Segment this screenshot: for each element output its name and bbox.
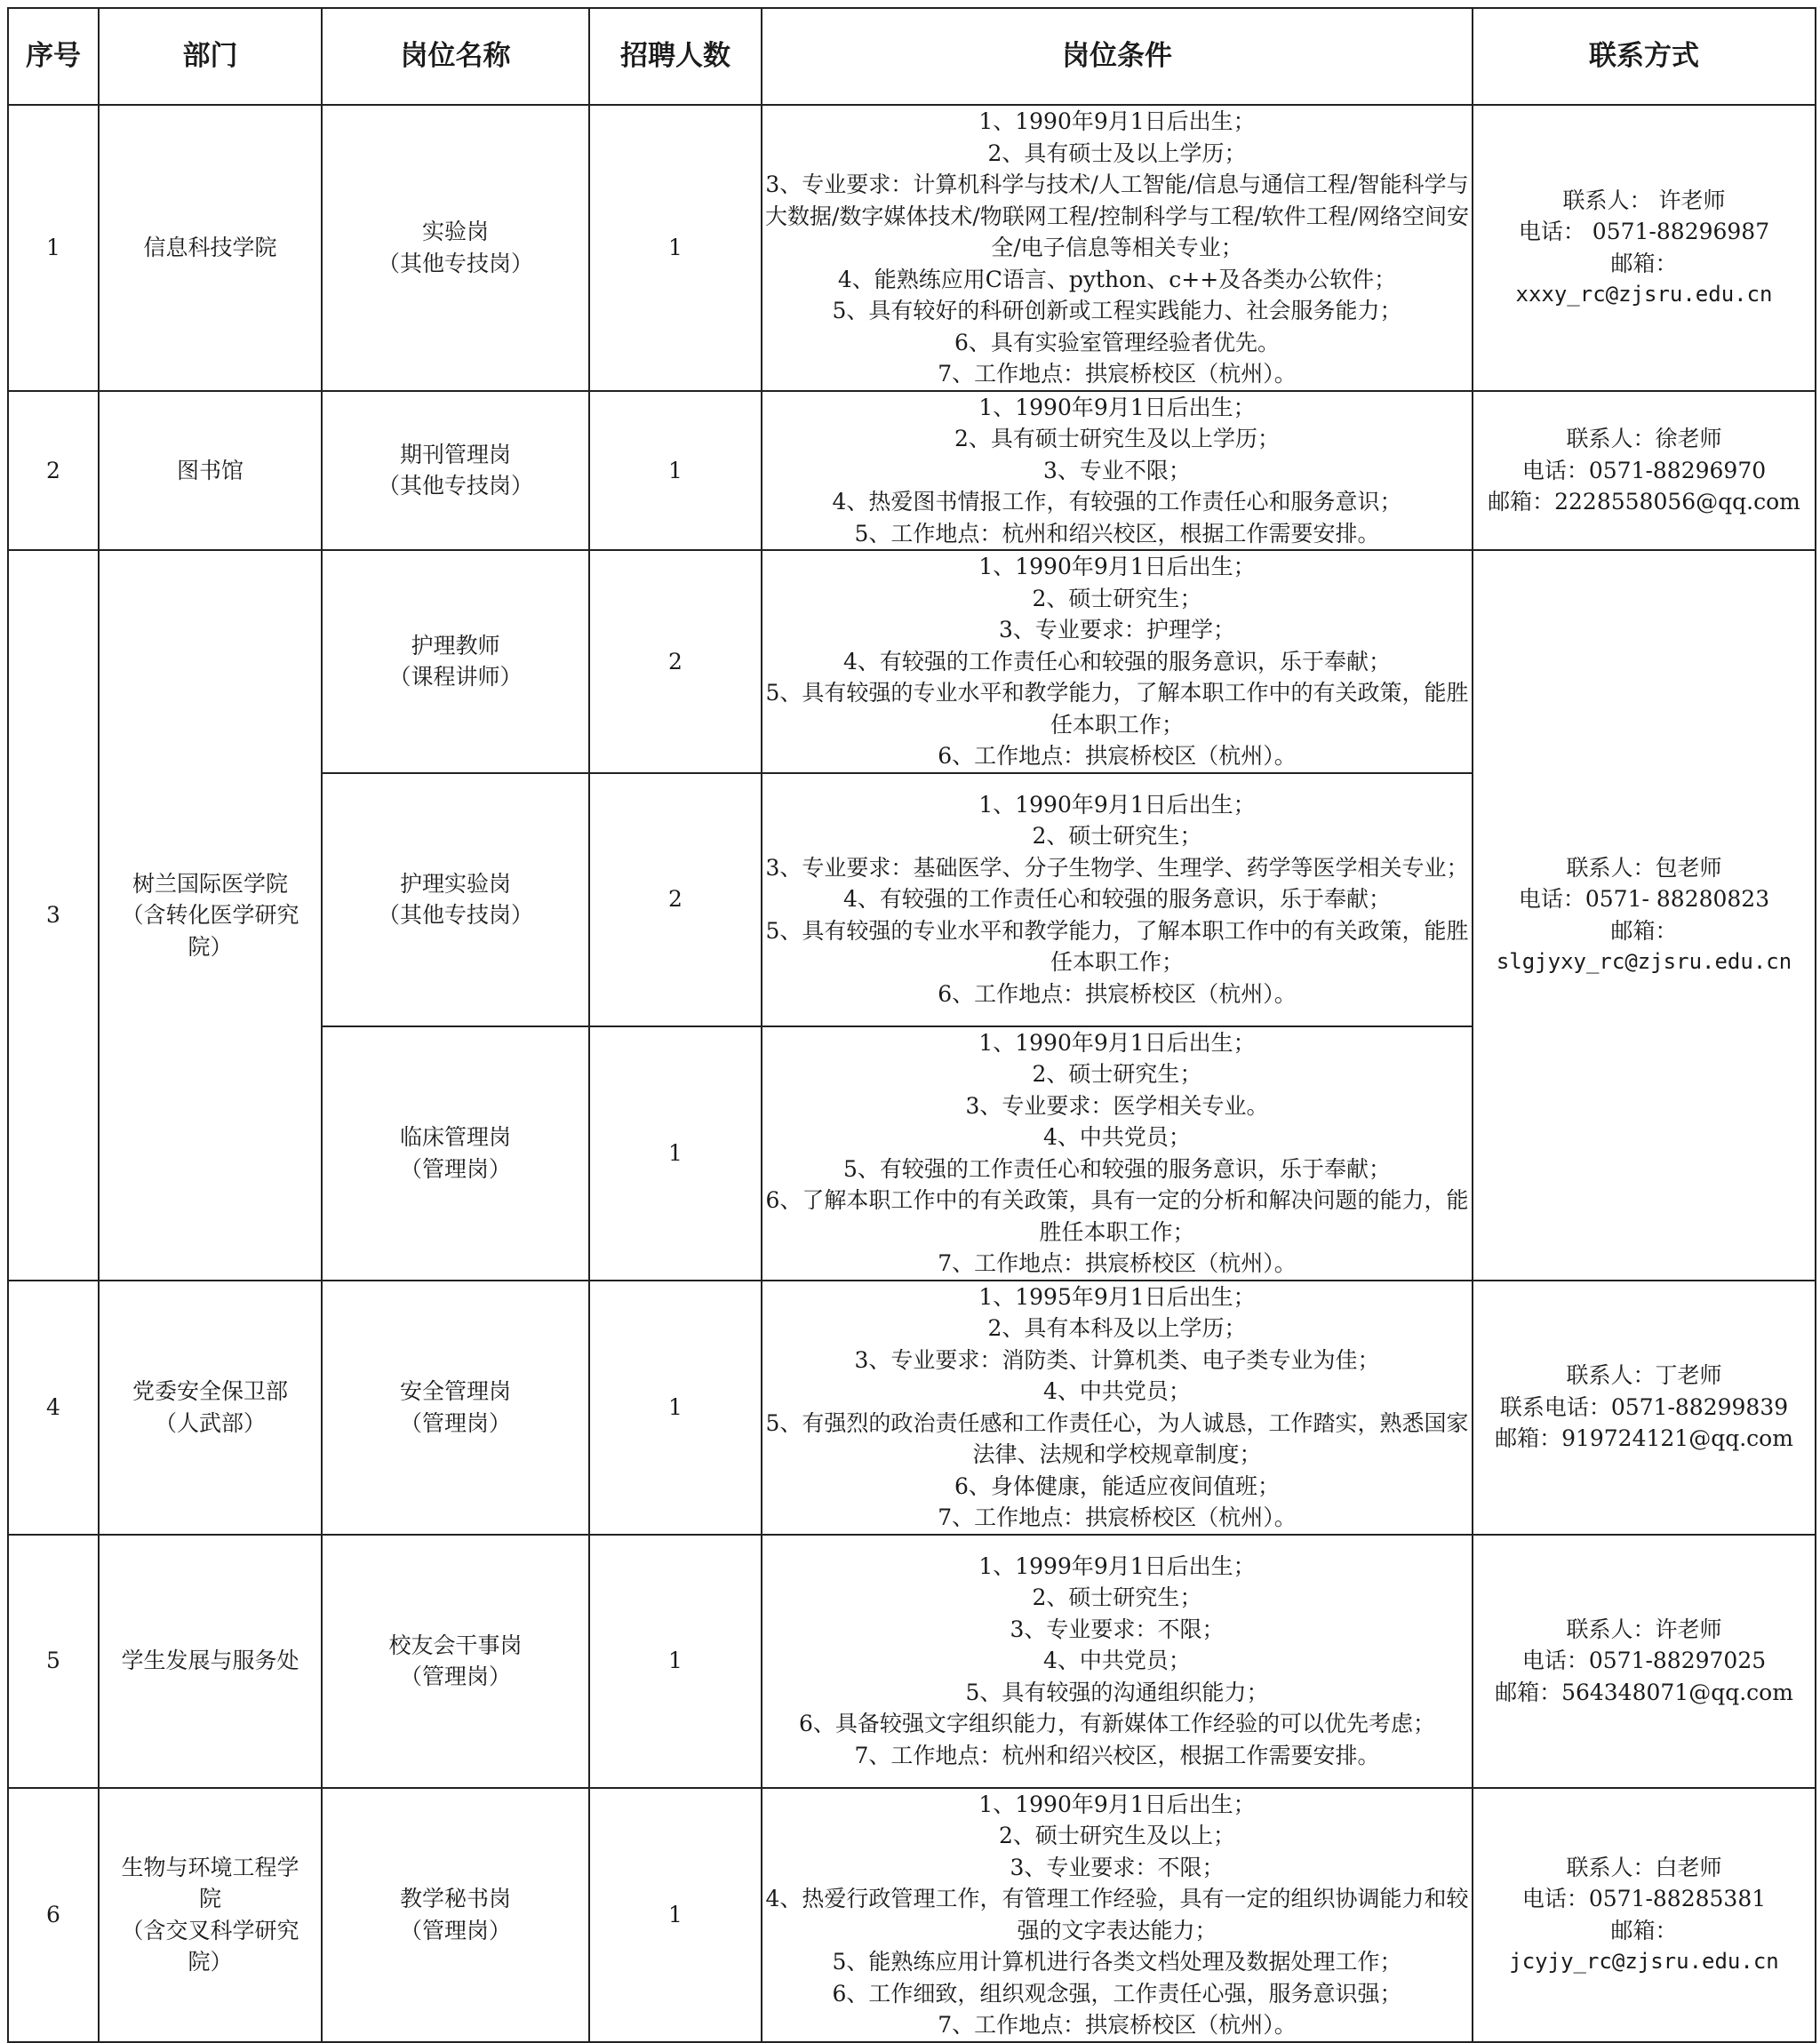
condition-line: 6、身体健康，能适应夜间值班； [954,1472,1280,1499]
conditions-cell [762,550,1473,773]
contact-email: 邮箱：2228558056@qq.com [1488,489,1800,515]
dept-cell [99,1788,322,2042]
dept-line: （含交叉科学研究 [121,1917,299,1943]
dept-line: 信息科技学院 [143,235,277,260]
table-row [8,550,1816,773]
dept-line: 院） [188,933,233,960]
table-row [8,1535,1816,1788]
condition-line: 5、具有较强的专业水平和教学能力，了解本职工作中的有关政策，能胜任本职工作； [765,680,1469,738]
contact-cell [1473,1281,1816,1535]
seq-cell: 5 [8,1535,99,1788]
condition-line: 2、具有硕士研究生及以上学历； [954,426,1280,451]
position-line: （课程讲师） [388,664,523,690]
condition-line: 3、专业要求：医学相关专业。 [965,1092,1269,1119]
position-cell [322,391,589,551]
dept-cell [99,1281,322,1535]
position-cell [322,1281,589,1535]
contact-person: 联系人： 许老师 [1562,187,1726,213]
contact-email-label: 邮箱： [1610,250,1678,276]
conditions-cell [762,105,1473,391]
condition-line: 5、具有较强的专业水平和教学能力，了解本职工作中的有关政策，能胜任本职工作； [765,917,1469,976]
contact-person: 联系人：许老师 [1566,1616,1722,1642]
conditions-cell [762,1026,1473,1281]
conditions-cell [762,1281,1473,1535]
condition-line: 2、硕士研究生； [1032,1584,1202,1611]
dept-line: 院） [188,1949,233,1975]
position-cell [322,1535,589,1788]
count-cell: 1 [589,391,762,551]
position-line: 护理实验岗 [399,870,511,897]
condition-line: 5、具有较强的沟通组织能力； [965,1679,1269,1705]
condition-line: 1、1990年9月1日后出生； [978,1029,1256,1056]
count-cell: 1 [589,105,762,391]
contact-person: 联系人：包老师 [1566,854,1722,881]
contact-email-label: 邮箱： [1610,917,1678,944]
condition-line: 1、1999年9月1日后出生； [978,1552,1256,1579]
condition-line: 3、专业要求：基础医学、分子生物学、生理学、药学等医学相关专业； [765,854,1469,881]
conditions-cell [762,773,1473,1026]
position-cell [322,550,589,773]
position-line: 护理教师 [411,632,500,658]
count-cell: 1 [589,1535,762,1788]
dept-line: 树兰国际医学院 [132,870,288,897]
condition-line: 7、工作地点：拱宸桥校区（杭州）。 [938,2012,1297,2038]
count-cell: 2 [589,550,762,773]
condition-line: 5、有较强的工作责任心和较强的服务意识，乐于奉献； [843,1155,1391,1182]
dept-cell [99,391,322,551]
position-cell [322,1026,589,1281]
condition-line: 1、1990年9月1日后出生； [978,394,1256,420]
position-line: （其他专技岗） [377,473,533,499]
dept-line: （人武部） [154,1409,266,1436]
position-line: （管理岗） [399,1155,511,1182]
position-line: （其他专技岗） [377,250,533,276]
position-line: 教学秘书岗 [399,1886,511,1911]
contact-email: 邮箱：919724121@qq.com [1495,1425,1793,1452]
count-cell: 1 [589,1788,762,2042]
header-count: 招聘人数 [589,8,762,105]
condition-line: 4、能熟练应用C语言、python、c++及各类办公软件； [837,266,1397,292]
condition-line: 7、工作地点：拱宸桥校区（杭州）。 [938,361,1297,387]
contact-email: slgjyxy_rc@zjsru.edu.cn [1496,949,1792,975]
header-contact: 联系方式 [1473,8,1816,105]
contact-phone: 电话： 0571-88296987 [1518,219,1770,245]
position-line: （管理岗） [399,1917,511,1943]
condition-line: 1、1990年9月1日后出生； [978,1791,1256,1817]
header-dept: 部门 [99,8,322,105]
condition-line: 7、工作地点：拱宸桥校区（杭州）。 [938,1504,1297,1530]
contact-phone: 电话：0571-88296970 [1521,457,1767,483]
table-row [8,1788,1816,2042]
condition-line: 3、专业要求：计算机科学与技术/人工智能/信息与通信工程/智能科学与大数据/数字媒体技术/物联网工程/控制科学与工程/软件工程/网络空间安全/电子信息等相关专业； [764,172,1470,260]
header-seq: 序号 [8,8,99,105]
condition-line: 4、有较强的工作责任心和较强的服务意识，乐于奉献； [843,648,1391,674]
position-cell [322,773,589,1026]
position-line: 临床管理岗 [399,1124,511,1150]
contact-cell [1473,550,1816,1281]
header-conditions: 岗位条件 [762,8,1473,105]
condition-line: 4、有较强的工作责任心和较强的服务意识，乐于奉献； [843,886,1391,913]
contact-phone: 电话：0571-88297025 [1521,1648,1767,1674]
position-line: 期刊管理岗 [399,441,511,467]
condition-line: 2、硕士研究生； [1032,1061,1202,1087]
table-row [8,1281,1816,1535]
condition-line: 1、1990年9月1日后出生； [978,108,1256,134]
dept-cell [99,1535,322,1788]
header-row [8,8,1816,105]
position-cell [322,1788,589,2042]
contact-email: 邮箱：564348071@qq.com [1495,1679,1793,1705]
contact-cell [1473,105,1816,391]
condition-line: 4、热爱图书情报工作，有较强的工作责任心和服务意识； [832,489,1402,515]
condition-line: 3、专业要求：消防类、计算机类、电子类专业为佳； [854,1346,1380,1373]
position-line: （管理岗） [399,1409,511,1436]
contact-phone: 电话：0571- 88280823 [1518,886,1770,913]
dept-cell [99,550,322,1281]
condition-line: 6、工作细致，组织观念强，工作责任心强，服务意识强； [832,1980,1402,2007]
dept-line: 学生发展与服务处 [121,1648,299,1674]
condition-line: 1、1990年9月1日后出生； [978,554,1256,579]
condition-line: 4、热爱行政管理工作，有管理工作经验，具有一定的组织协调能力和较强的文字表达能力； [765,1886,1469,1943]
condition-line: 5、具有较好的科研创新或工程实践能力、社会服务能力； [832,298,1402,323]
contact-email-label: 邮箱： [1610,1917,1678,1943]
contact-person: 联系人：丁老师 [1566,1362,1722,1389]
seq-cell: 6 [8,1788,99,2042]
condition-line: 1、1990年9月1日后出生； [978,791,1256,818]
recruitment-table [7,7,1816,2043]
condition-line: 4、中共党员； [1043,1648,1191,1674]
seq-cell: 1 [8,105,99,391]
contact-cell [1473,1788,1816,2042]
contact-person: 联系人：白老师 [1566,1854,1722,1880]
table-row [8,391,1816,551]
condition-line: 5、能熟练应用计算机进行各类文档处理及数据处理工作； [832,1949,1402,1975]
contact-email: jcyjy_rc@zjsru.edu.cn [1509,1949,1779,1974]
condition-line: 4、中共党员； [1043,1378,1191,1404]
dept-cell [99,105,322,391]
dept-line: 党委安全保卫部 [132,1378,288,1404]
condition-line: 2、硕士研究生； [1032,585,1202,611]
condition-line: 6、工作地点：拱宸桥校区（杭州）。 [938,980,1297,1007]
count-cell: 1 [589,1026,762,1281]
header-position: 岗位名称 [322,8,589,105]
conditions-cell [762,1535,1473,1788]
position-line: 安全管理岗 [399,1378,511,1404]
condition-line: 1、1995年9月1日后出生； [978,1283,1256,1310]
conditions-cell [762,391,1473,551]
position-line: 校友会干事岗 [388,1632,523,1658]
condition-line: 2、硕士研究生及以上； [999,1823,1235,1848]
position-line: （其他专技岗） [377,902,533,928]
contact-email: xxxy_rc@zjsru.edu.cn [1515,282,1773,307]
position-cell [322,105,589,391]
condition-line: 7、工作地点：拱宸桥校区（杭州）。 [938,1250,1297,1276]
count-cell: 1 [589,1281,762,1535]
contact-person: 联系人：徐老师 [1566,426,1722,451]
position-line: 实验岗 [421,219,489,245]
condition-line: 6、具有实验室管理经验者优先。 [954,329,1280,355]
seq-cell: 3 [8,550,99,1281]
condition-line: 3、专业要求：不限； [1010,1616,1225,1642]
contact-cell [1473,391,1816,551]
dept-line: （含转化医学研究 [121,902,299,928]
contact-phone: 联系电话：0571-88299839 [1499,1393,1789,1420]
dept-line: 图书馆 [176,457,243,483]
seq-cell: 4 [8,1281,99,1535]
condition-line: 3、专业不限； [1043,457,1191,483]
condition-line: 2、具有本科及以上学历； [987,1315,1247,1341]
condition-line: 5、工作地点：杭州和绍兴校区，根据工作需要安排。 [854,520,1380,547]
position-line: （管理岗） [399,1664,511,1689]
condition-line: 3、专业要求：不限； [1010,1854,1225,1880]
contact-phone: 电话：0571-88285381 [1521,1886,1767,1911]
condition-line: 6、了解本职工作中的有关政策，具有一定的分析和解决问题的能力，能胜任本职工作； [765,1187,1469,1245]
condition-line: 6、工作地点：拱宸桥校区（杭州）。 [938,743,1297,769]
table-row [8,105,1816,391]
condition-line: 7、工作地点：杭州和绍兴校区，根据工作需要安排。 [854,1742,1380,1768]
seq-cell: 2 [8,391,99,551]
dept-line: 生物与环境工程学 [121,1854,299,1880]
condition-line: 3、专业要求：护理学； [999,617,1235,642]
count-cell: 2 [589,773,762,1026]
conditions-cell [762,1788,1473,2042]
dept-line: 院 [198,1886,221,1911]
condition-line: 2、硕士研究生； [1032,823,1202,850]
condition-line: 5、有强烈的政治责任感和工作责任心，为人诚恳，工作踏实，熟悉国家法律、法规和学校规章制度； [765,1409,1469,1467]
condition-line: 2、具有硕士及以上学历； [987,140,1247,166]
condition-line: 4、中共党员； [1043,1124,1191,1150]
contact-cell [1473,1535,1816,1788]
condition-line: 6、具备较强文字组织能力，有新媒体工作经验的可以优先考虑； [799,1711,1435,1737]
